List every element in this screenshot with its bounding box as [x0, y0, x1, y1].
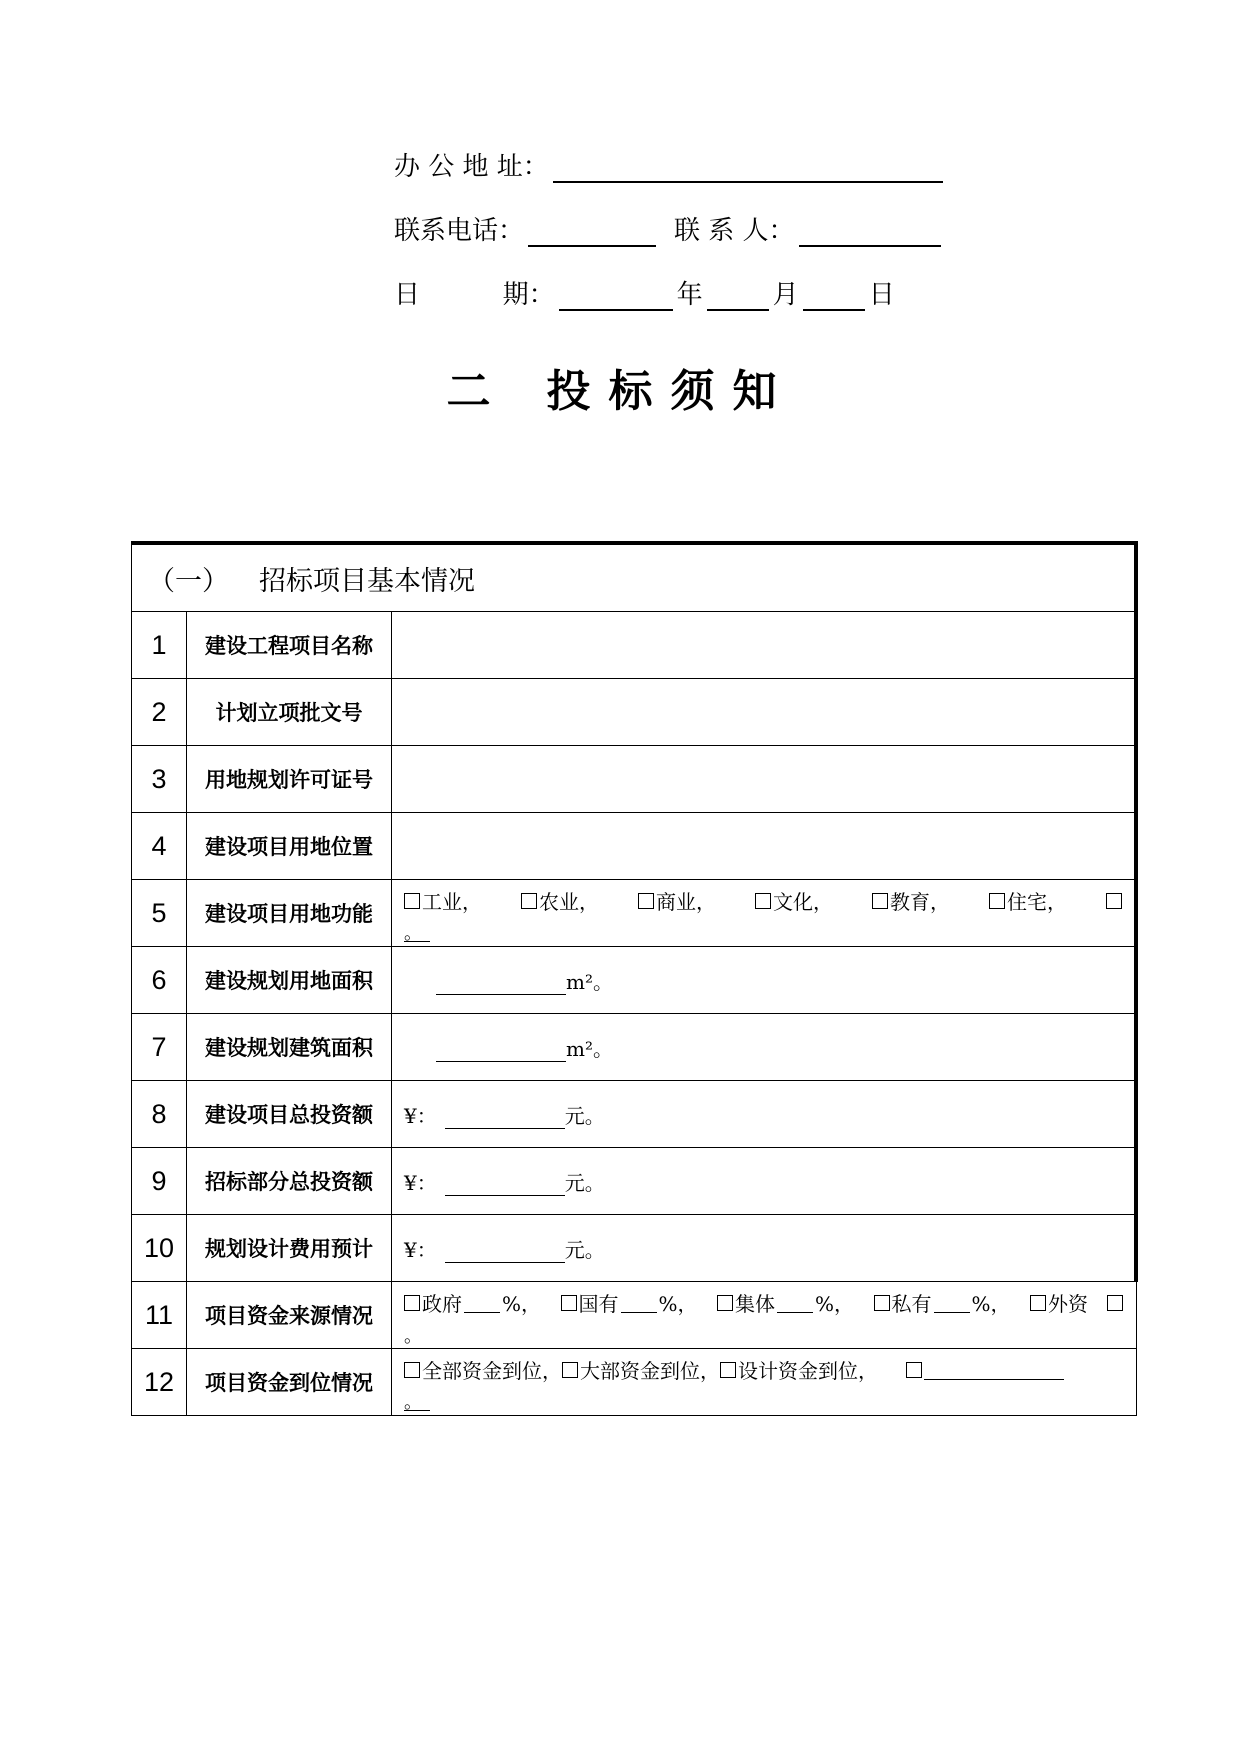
option-all-funds[interactable]: 全部资金到位，: [404, 1355, 562, 1384]
month-label: 月: [772, 280, 799, 310]
contact-line: [394, 210, 945, 247]
row-label: 建设项目用地功能: [187, 880, 392, 947]
row-number: 2: [132, 679, 187, 746]
option-other[interactable]: [1107, 1288, 1125, 1317]
land-function-options: [392, 880, 1137, 947]
approval-number-field[interactable]: [392, 679, 1137, 746]
row-number: 8: [132, 1081, 187, 1148]
currency-label: ¥：: [404, 1103, 437, 1128]
unit-label: 元。: [564, 1103, 605, 1128]
project-name-field[interactable]: [392, 612, 1137, 679]
row-number: 9: [132, 1148, 187, 1215]
row-tail: 。: [404, 927, 430, 942]
row-label: 建设工程项目名称: [187, 612, 392, 679]
checkbox-icon[interactable]: [562, 1362, 578, 1378]
option-government[interactable]: 政府 %，: [404, 1288, 541, 1317]
fund-source-options: [392, 1282, 1137, 1349]
checkbox-icon[interactable]: [404, 893, 420, 909]
row-number: 4: [132, 813, 187, 880]
row-number: 6: [132, 947, 187, 1014]
checkbox-icon[interactable]: [906, 1362, 922, 1378]
year-field[interactable]: [559, 283, 673, 311]
option-private[interactable]: 私有 %，: [874, 1288, 1011, 1317]
table-row: [132, 612, 1137, 679]
option-collective[interactable]: 集体 %，: [717, 1288, 854, 1317]
row-label: 用地规划许可证号: [187, 746, 392, 813]
row-tail: 。: [404, 1326, 422, 1347]
row-number: 7: [132, 1014, 187, 1081]
option-most-funds[interactable]: 大部资金到位，: [562, 1355, 720, 1384]
option-education[interactable]: 教育，: [872, 886, 950, 915]
row-label: 建设规划用地面积: [187, 947, 392, 1014]
option-design-funds[interactable]: 设计资金到位，: [720, 1355, 878, 1384]
row-label: 项目资金到位情况: [187, 1349, 392, 1416]
land-area-field[interactable]: [436, 974, 566, 995]
checkbox-icon[interactable]: [1107, 1295, 1123, 1311]
month-field[interactable]: [707, 283, 769, 311]
checkbox-icon[interactable]: [872, 893, 888, 909]
page-title: [0, 355, 1241, 419]
title-number: 二: [446, 366, 491, 417]
row-label: 规划设计费用预计: [187, 1215, 392, 1282]
section-number: （一）: [148, 565, 229, 597]
option-residential[interactable]: 住宅，: [989, 886, 1067, 915]
checkbox-icon[interactable]: [404, 1362, 420, 1378]
currency-label: ¥：: [404, 1237, 437, 1262]
table-row: [132, 1014, 1137, 1081]
unit-label: 元。: [564, 1170, 605, 1195]
option-agricultural[interactable]: 农业，: [521, 886, 599, 915]
address-line: [394, 146, 947, 183]
fund-status-options: [392, 1349, 1137, 1416]
table-row: [132, 1215, 1137, 1282]
title-text: 投标须知: [546, 366, 795, 417]
table-row: [132, 746, 1137, 813]
row-number: 5: [132, 880, 187, 947]
checkbox-icon[interactable]: [720, 1362, 736, 1378]
row-label: 计划立项批文号: [187, 679, 392, 746]
checkbox-icon[interactable]: [638, 893, 654, 909]
row-number: 12: [132, 1349, 187, 1416]
row-label: 招标部分总投资额: [187, 1148, 392, 1215]
option-industrial[interactable]: 工业，: [404, 886, 482, 915]
option-other[interactable]: [1106, 886, 1124, 915]
tender-investment-field[interactable]: [445, 1175, 565, 1196]
year-label: 年: [676, 280, 703, 310]
row-number: 10: [132, 1215, 187, 1282]
currency-label: ¥：: [404, 1170, 437, 1195]
day-label: 日: [868, 280, 895, 310]
unit-label: m²。: [566, 969, 613, 994]
address-label: 办 公 地 址：: [394, 152, 549, 182]
date-label: 日 期：: [394, 280, 555, 310]
section-title: 招标项目基本情况: [259, 565, 475, 597]
phone-label: 联系电话：: [394, 216, 525, 246]
percent-field[interactable]: [621, 1292, 657, 1313]
table-row: [132, 1349, 1137, 1416]
phone-field[interactable]: [528, 219, 656, 247]
building-area-field[interactable]: [436, 1041, 566, 1062]
land-permit-field[interactable]: [392, 746, 1137, 813]
row-label: 建设规划建筑面积: [187, 1014, 392, 1081]
checkbox-icon[interactable]: [755, 893, 771, 909]
row-number: 3: [132, 746, 187, 813]
unit-label: 元。: [564, 1237, 605, 1262]
table-row: [132, 880, 1137, 947]
table-row: [132, 1282, 1137, 1349]
checkbox-icon[interactable]: [989, 893, 1005, 909]
table-row: [132, 1148, 1137, 1215]
unit-label: m²。: [566, 1036, 613, 1061]
row-label: 建设项目总投资额: [187, 1081, 392, 1148]
table-row: [132, 947, 1137, 1014]
option-commercial[interactable]: 商业，: [638, 886, 716, 915]
row-label: 建设项目用地位置: [187, 813, 392, 880]
checkbox-icon[interactable]: [1106, 893, 1122, 909]
checkbox-icon[interactable]: [874, 1295, 890, 1311]
day-field[interactable]: [803, 283, 865, 311]
percent-field[interactable]: [777, 1292, 813, 1313]
total-investment-field[interactable]: [445, 1108, 565, 1129]
checkbox-icon[interactable]: [404, 1295, 420, 1311]
address-field[interactable]: [553, 155, 943, 183]
row-tail: 。: [404, 1396, 430, 1411]
land-location-field[interactable]: [392, 813, 1137, 880]
option-state-owned[interactable]: 国有 %，: [561, 1288, 698, 1317]
design-fee-field[interactable]: [445, 1242, 565, 1263]
checkbox-icon[interactable]: [717, 1295, 733, 1311]
option-cultural[interactable]: 文化，: [755, 886, 833, 915]
table-row: [132, 1081, 1137, 1148]
option-foreign[interactable]: 外资: [1030, 1288, 1088, 1317]
percent-field[interactable]: [464, 1292, 500, 1313]
date-line: [394, 274, 895, 311]
contact-field[interactable]: [799, 219, 941, 247]
percent-field[interactable]: [934, 1292, 970, 1313]
row-label: 项目资金来源情况: [187, 1282, 392, 1349]
row-number: 11: [132, 1282, 187, 1349]
project-info-table: [131, 541, 1138, 1416]
row-number: 1: [132, 612, 187, 679]
table-row: [132, 813, 1137, 880]
option-other[interactable]: [906, 1355, 1064, 1384]
contact-label: 联 系 人：: [674, 216, 795, 246]
checkbox-icon[interactable]: [521, 893, 537, 909]
other-field[interactable]: [924, 1359, 1064, 1380]
checkbox-icon[interactable]: [561, 1295, 577, 1311]
section-header: [132, 543, 1137, 612]
table-row: [132, 679, 1137, 746]
checkbox-icon[interactable]: [1030, 1295, 1046, 1311]
